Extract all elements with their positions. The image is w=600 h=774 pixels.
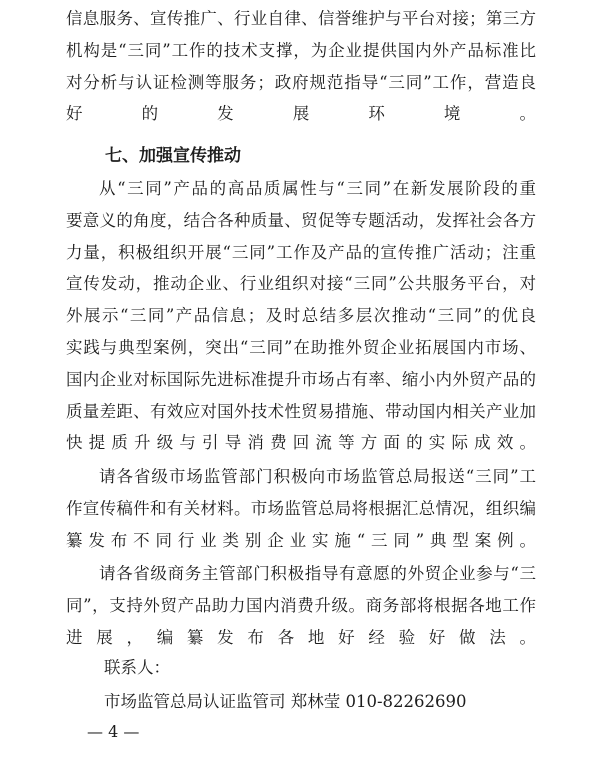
page-number: — 4 — xyxy=(87,722,140,741)
section-paragraph xyxy=(66,173,536,459)
intro-paragraph xyxy=(66,3,536,130)
commerce-paragraph xyxy=(66,558,536,653)
text-line: 外展示“三同”产品信息；及时总结多层次推动“三同”的优良 xyxy=(66,306,536,326)
text-line: 从“三同”产品的高品质属性与“三同”在新发展阶段的重 xyxy=(99,179,536,198)
text-line: 进展，编纂发布各地好经验好做法。 xyxy=(66,627,536,647)
text-line: 宣传发动，推动企业、行业组织对接“三同”公共服务平台，对 xyxy=(66,274,536,294)
text-line: 作宣传稿件和有关材料。市场监管总局将根据汇总情况，组织编 xyxy=(66,498,536,518)
text-line: 实践与典型案例，突出“三同”在助推外贸企业拓展国内市场、 xyxy=(66,337,536,357)
text-line: 机构是“三同”工作的技术支撑，为企业提供国内外产品标准比 xyxy=(66,40,536,60)
text-line: 快提质升级与引导消费回流等方面的实际成效。 xyxy=(66,433,536,453)
text-line: 请各省级市场监管部门积极向市场监管总局报送“三同”工 xyxy=(99,467,536,486)
text-line: 信息服务、宣传推广、行业自律、信誉维护与平台对接；第三方 xyxy=(66,9,536,28)
text-line: 对分析与认证检测等服务；政府规范指导“三同”工作，营造良 xyxy=(66,72,536,92)
text-line: 同”，支持外贸产品助力国内消费升级。商务部将根据各地工作 xyxy=(66,595,536,615)
text-line: 好的发展环境。 xyxy=(66,104,536,124)
text-line: 纂发布不同行业类别企业实施“三同”典型案例。 xyxy=(66,530,536,550)
section-heading: 七、加强宣传推动 xyxy=(105,146,241,166)
text-line: 请各省级商务主管部门积极指导有意愿的外贸企业参与“三 xyxy=(99,564,536,583)
text-line: 要意义的角度，结合各种质量、贸促等专题活动，发挥社会各方 xyxy=(66,210,536,230)
text-line: 力量，积极组织开展“三同”工作及产品的宣传推广活动；注重 xyxy=(66,242,536,262)
market-regulation-paragraph xyxy=(66,461,536,556)
contact-details: 市场监管总局认证监管司 郑林莹 010-82262690 xyxy=(104,692,467,711)
contact-label: 联系人： xyxy=(104,658,170,677)
text-line: 国内企业对标国际先进标准提升市场占有率、缩小内外贸产品的 xyxy=(66,369,536,389)
text-line: 质量差距、有效应对国外技术性贸易措施、带动国内相关产业加 xyxy=(66,401,536,421)
